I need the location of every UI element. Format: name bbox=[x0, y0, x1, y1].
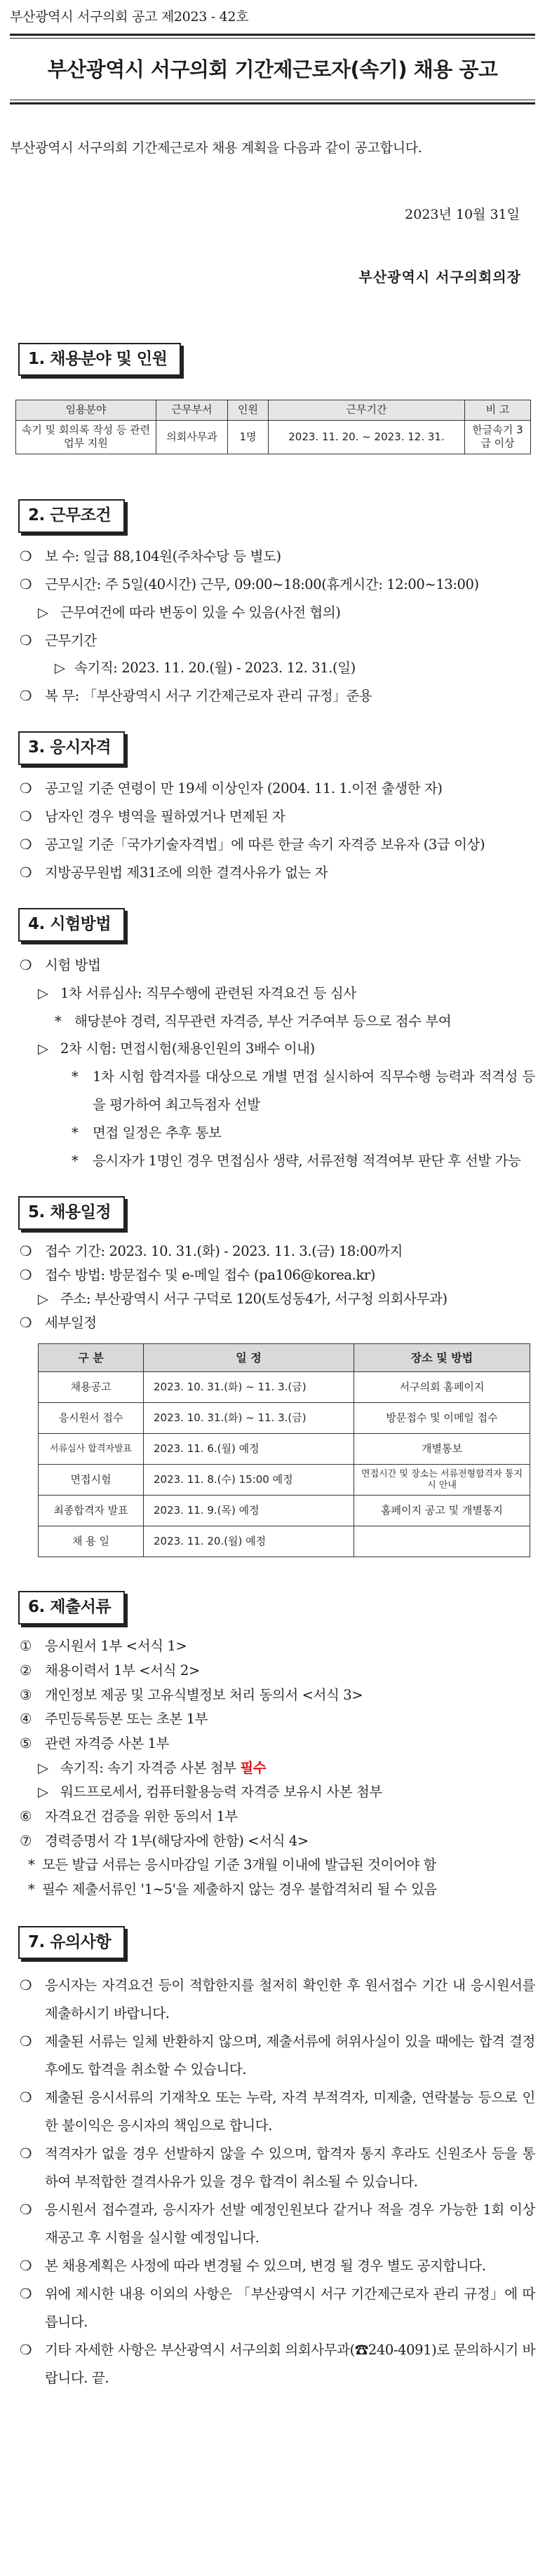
list-item: ❍ 접수 방법: 방문접수 및 e-메일 접수 (pa106@korea.kr) bbox=[20, 1267, 375, 1284]
list-item: * 해당분야 경력, 직무관련 자격증, 부산 거주여부 등으로 점수 부여 bbox=[55, 1012, 452, 1029]
list-item: * 모든 발급 서류는 응시마감일 기준 3개월 이내에 발급된 것이어야 함 bbox=[28, 1857, 436, 1873]
list-item: ② 채용이력서 1부 <서식 2> bbox=[20, 1662, 200, 1679]
list-item: ❍ 세부일정 bbox=[20, 1315, 97, 1331]
list-item: * 1차 시험 합격자를 대상으로 개별 면접 실시하여 직무수행 능력과 적격성 등을 평가하여 최고득점자 선발 bbox=[72, 1069, 535, 1113]
list-item: ❍ 기타 자세한 사항은 부산광역시 서구의회 의회사무과(☎240-4091)로 문의하시기 바랍니다. 끝. bbox=[20, 2342, 536, 2387]
table-cell: 1명 bbox=[228, 420, 269, 454]
title-bottom-rule bbox=[10, 102, 535, 104]
table-cell: 채용공고 bbox=[39, 1372, 144, 1403]
list-item: ① 응시원서 1부 <서식 1> bbox=[20, 1638, 187, 1655]
list-item: ⑤ 관련 자격증 사본 1부 bbox=[20, 1735, 169, 1751]
table-row bbox=[39, 1465, 530, 1496]
list-item: ❍ 접수 기간: 2023. 10. 31.(화) - 2023. 11. 3.(금) 18:00까지 bbox=[20, 1242, 403, 1259]
table-cell: 최종합격자 발표 bbox=[39, 1496, 144, 1526]
list-item: ❍ 공고일 기준「국가기술자격법」에 따른 한글 속기 자격증 보유자 (3급 이상) bbox=[20, 836, 485, 853]
table-header: 임용분야 bbox=[16, 400, 156, 421]
section-4 bbox=[10, 908, 535, 1175]
list-item: ⑦ 경력증명서 각 1부(해당자에 한함) <서식 4> bbox=[20, 1832, 309, 1849]
section-2 bbox=[10, 499, 535, 710]
list-item: ❍ 근무기간 bbox=[20, 632, 97, 649]
section-1 bbox=[10, 343, 535, 454]
table-cell: 2023. 10. 31.(화) ~ 11. 3.(금) bbox=[144, 1403, 354, 1434]
table-header: 인원 bbox=[228, 400, 269, 421]
table-header: 일 정 bbox=[144, 1344, 354, 1372]
table-cell: 서류심사 합격자발표 bbox=[39, 1434, 144, 1465]
table-header: 근무기간 bbox=[269, 400, 465, 421]
table-cell: 속기 및 회의록 작성 등 관련 업무 지원 bbox=[16, 420, 156, 454]
title-top-rule bbox=[10, 34, 535, 36]
list-item: ❍ 응시자는 자격요건 등이 적합한지를 철저히 확인한 후 원서접수 기간 내 응시원서를 제출하시기 바랍니다. bbox=[20, 1977, 536, 2022]
intro-text: 부산광역시 서구의회 기간제근로자 채용 계획을 다음과 같이 공고합니다. bbox=[10, 140, 422, 156]
issuing-organization: 부산광역시 서구의회의장 bbox=[358, 268, 521, 285]
table-header: 장소 및 방법 bbox=[354, 1344, 530, 1372]
list-item: ❍ 공고일 기준 연령이 만 19세 이상인자 (2004. 11. 1.이전 출생한 자) bbox=[20, 780, 443, 797]
section-2-title: 2. 근무조건 bbox=[18, 499, 125, 533]
list-item: * 필수 제출서류인 '1~5'을 제출하지 않는 경우 불합격처리 될 수 있음 bbox=[28, 1881, 437, 1898]
table-cell: 2023. 10. 31.(화) ~ 11. 3.(금) bbox=[144, 1372, 354, 1403]
list-item: ❍ 시험 방법 bbox=[20, 956, 101, 973]
table-cell: 2023. 11. 20.(월) 예정 bbox=[144, 1526, 354, 1557]
list-item: ▷ 근무여건에 따라 변동이 있을 수 있음(사전 협의) bbox=[38, 604, 341, 621]
table-cell: 개별통보 bbox=[354, 1434, 530, 1465]
list-item: ❍ 위에 제시한 내용 이외의 사항은 「부산광역시 서구 기간제근로자 관리 규정」에 따릅니다. bbox=[20, 2286, 535, 2331]
list-item: ▷ 속기직: 속기 자격증 사본 첨부 필수 bbox=[38, 1759, 267, 1776]
section-3-title: 3. 응시자격 bbox=[18, 731, 125, 765]
table-cell: 면접시간 및 장소는 서류전형합격자 통지 시 안내 bbox=[354, 1465, 530, 1496]
table-cell: 서구의회 홈페이지 bbox=[354, 1372, 530, 1403]
table-header-row bbox=[39, 1344, 530, 1372]
list-item: ❍ 복 무: 「부산광역시 서구 기간제근로자 관리 규정」준용 bbox=[20, 688, 372, 705]
list-item: ▷ 1차 서류심사: 직무수행에 관련된 자격요건 등 심사 bbox=[38, 984, 356, 1001]
table-row bbox=[39, 1496, 530, 1526]
list-item: ❍ 근무시간: 주 5일(40시간) 근무, 09:00~18:00(휴게시간: 12:00~13:00) bbox=[20, 576, 479, 592]
table-row bbox=[39, 1526, 530, 1557]
table-cell: 의회사무과 bbox=[156, 420, 228, 454]
table-row bbox=[39, 1403, 530, 1434]
section-5 bbox=[10, 1196, 535, 1557]
list-item: ❍ 지방공무원법 제31조에 의한 결격사유가 없는 자 bbox=[20, 864, 328, 881]
table-cell bbox=[354, 1526, 530, 1557]
table-cell: 2023. 11. 20. ~ 2023. 12. 31. bbox=[269, 420, 465, 454]
list-item: * 응시자가 1명인 경우 면접심사 생략, 서류전형 적격여부 판단 후 선발 가능 bbox=[72, 1153, 521, 1170]
section-4-title: 4. 시험방법 bbox=[18, 908, 125, 942]
list-item: ▷ 주소: 부산광역시 서구 구덕로 120(토성동4가, 서구청 의회사무과) bbox=[38, 1291, 448, 1308]
list-item: ❍ 남자인 경우 병역을 필하였거나 면제된 자 bbox=[20, 808, 285, 825]
recruit-table bbox=[15, 400, 531, 454]
table-cell: 2023. 11. 9.(목) 예정 bbox=[144, 1496, 354, 1526]
list-item: ❍ 적격자가 없을 경우 선발하지 않을 수 있으며, 합격자 통지 후라도 신원조사 등을 통하여 부적합한 결격사유가 있을 경우 합격이 취소될 수 있습니다. bbox=[20, 2145, 535, 2190]
list-item: * 면접 일정은 추후 통보 bbox=[72, 1125, 222, 1141]
section-3 bbox=[10, 731, 535, 887]
table-header: 구 분 bbox=[39, 1344, 144, 1372]
table-cell: 한글속기 3급 이상 bbox=[465, 420, 531, 454]
list-item: ④ 주민등록등본 또는 초본 1부 bbox=[20, 1711, 208, 1728]
table-header-row bbox=[16, 400, 531, 421]
table-cell: 채 용 일 bbox=[39, 1526, 144, 1557]
table-cell: 홈페이지 공고 및 개별통지 bbox=[354, 1496, 530, 1526]
section-6-title: 6. 제출서류 bbox=[18, 1591, 125, 1625]
table-header: 근무부서 bbox=[156, 400, 228, 421]
table-row bbox=[39, 1434, 530, 1465]
table-cell: 면접시험 bbox=[39, 1465, 144, 1496]
list-item: ❍ 제출된 서류는 일체 반환하지 않으며, 제출서류에 허위사실이 있을 때에는 합격 결정 후에도 합격을 취소할 수 있습니다. bbox=[20, 2033, 535, 2078]
table-cell: 응시원서 접수 bbox=[39, 1403, 144, 1434]
list-item: ❍ 보 수: 일급 88,104원(주차수당 등 별도) bbox=[20, 548, 281, 564]
table-cell: 2023. 11. 6.(월) 예정 bbox=[144, 1434, 354, 1465]
section-6 bbox=[10, 1591, 535, 1902]
table-row bbox=[39, 1372, 530, 1403]
list-item: ③ 개인정보 제공 및 고유식별정보 처리 동의서 <서식 3> bbox=[20, 1686, 363, 1703]
section-7-title: 7. 유의사항 bbox=[18, 1926, 125, 1960]
table-row bbox=[16, 420, 531, 454]
list-item: ▷ 속기직: 2023. 11. 20.(월) - 2023. 12. 31.(일) bbox=[55, 660, 356, 677]
required-badge: 필수 bbox=[240, 1759, 267, 1776]
table-header: 비 고 bbox=[465, 400, 531, 421]
list-item: ⑥ 자격요건 검증을 위한 동의서 1부 bbox=[20, 1808, 238, 1825]
notice-date: 2023년 10월 31일 bbox=[405, 207, 520, 223]
list-item: ❍ 응시원서 접수결과, 응시자가 선발 예정인원보다 같거나 적을 경우 가능한 1회 이상 재공고 후 시험을 실시할 예정입니다. bbox=[20, 2202, 535, 2246]
list-item: ❍ 본 채용계획은 사정에 따라 변경될 수 있으며, 변경 될 경우 별도 공지합니다. bbox=[20, 2258, 486, 2275]
list-item: ❍ 제출된 응시서류의 기재착오 또는 누락, 자격 부적격자, 미제출, 연락불능 등으로 인한 불이익은 응시자의 책임으로 합니다. bbox=[20, 2089, 535, 2134]
list-item: ▷ 2차 시험: 면접시험(채용인원의 3배수 이내) bbox=[38, 1040, 315, 1057]
table-cell: 2023. 11. 8.(수) 15:00 예정 bbox=[144, 1465, 354, 1496]
page-title: 부산광역시 서구의회 기간제근로자(속기) 채용 공고 bbox=[47, 57, 498, 81]
list-item: ▷ 워드프로세서, 컴퓨터활용능력 자격증 보유시 사본 첨부 bbox=[38, 1784, 382, 1801]
section-5-title: 5. 채용일정 bbox=[18, 1196, 125, 1230]
table-cell: 방문접수 및 이메일 접수 bbox=[354, 1403, 530, 1434]
schedule-table bbox=[38, 1343, 530, 1557]
notice-number: 부산광역시 서구의회 공고 제2023 - 42호 bbox=[10, 9, 249, 25]
section-1-title: 1. 채용분야 및 인원 bbox=[18, 343, 181, 377]
section-7 bbox=[10, 1926, 535, 2392]
